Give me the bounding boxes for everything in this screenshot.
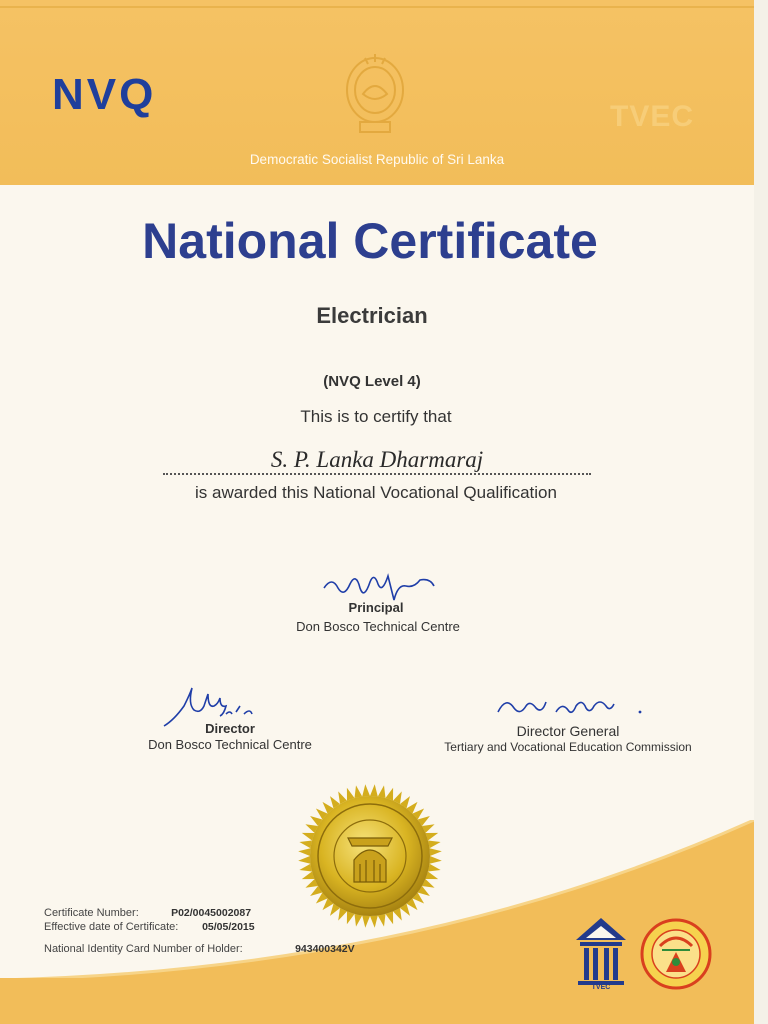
director-title: Director <box>205 721 255 736</box>
awarded-text: is awarded this National Vocational Qualification <box>195 483 557 502</box>
certificate-number-label: Certificate Number: <box>44 907 139 919</box>
tvec-watermark: TVEC <box>610 100 695 133</box>
nic-label: National Identity Card Number of Holder: <box>44 943 243 955</box>
nic-row <box>44 942 355 956</box>
principal-title: Principal <box>348 600 404 615</box>
certificate-title: National Certificate <box>142 213 598 269</box>
director-general-title: Director General <box>516 723 620 739</box>
director-general-signature <box>494 690 654 724</box>
certificate-number-row <box>44 906 355 920</box>
certificate-number: P02/0045002087 <box>171 907 252 919</box>
director-organization: Don Bosco Technical Centre <box>148 737 312 752</box>
header-line <box>0 6 754 8</box>
effective-date-label: Effective date of Certificate: <box>44 921 179 933</box>
certify-text: This is to certify that <box>300 407 452 426</box>
principal-organization: Don Bosco Technical Centre <box>296 619 460 634</box>
page-edge <box>754 0 768 1024</box>
certificate-details <box>44 906 355 956</box>
holder-name: S. P. Lanka Dharmaraj <box>270 447 484 472</box>
republic-name: Democratic Socialist Republic of Sri Lanka <box>249 152 505 167</box>
nic-number: 943400342V <box>295 943 355 955</box>
tvec-logo-icon <box>574 916 628 988</box>
director-general-organization: Tertiary and Vocational Education Commission <box>444 740 692 754</box>
holder-name-line <box>163 447 591 475</box>
nvq-level: (NVQ Level 4) <box>323 373 421 390</box>
national-emblem-icon <box>338 48 412 138</box>
nvq-logo: NVQ <box>52 70 157 119</box>
effective-date-row <box>44 920 355 934</box>
effective-date: 05/05/2015 <box>202 921 255 933</box>
trade-name: Electrician <box>316 303 428 328</box>
tvec-logo-label: TVEC <box>591 984 611 991</box>
don-bosco-logo-icon <box>638 916 714 992</box>
